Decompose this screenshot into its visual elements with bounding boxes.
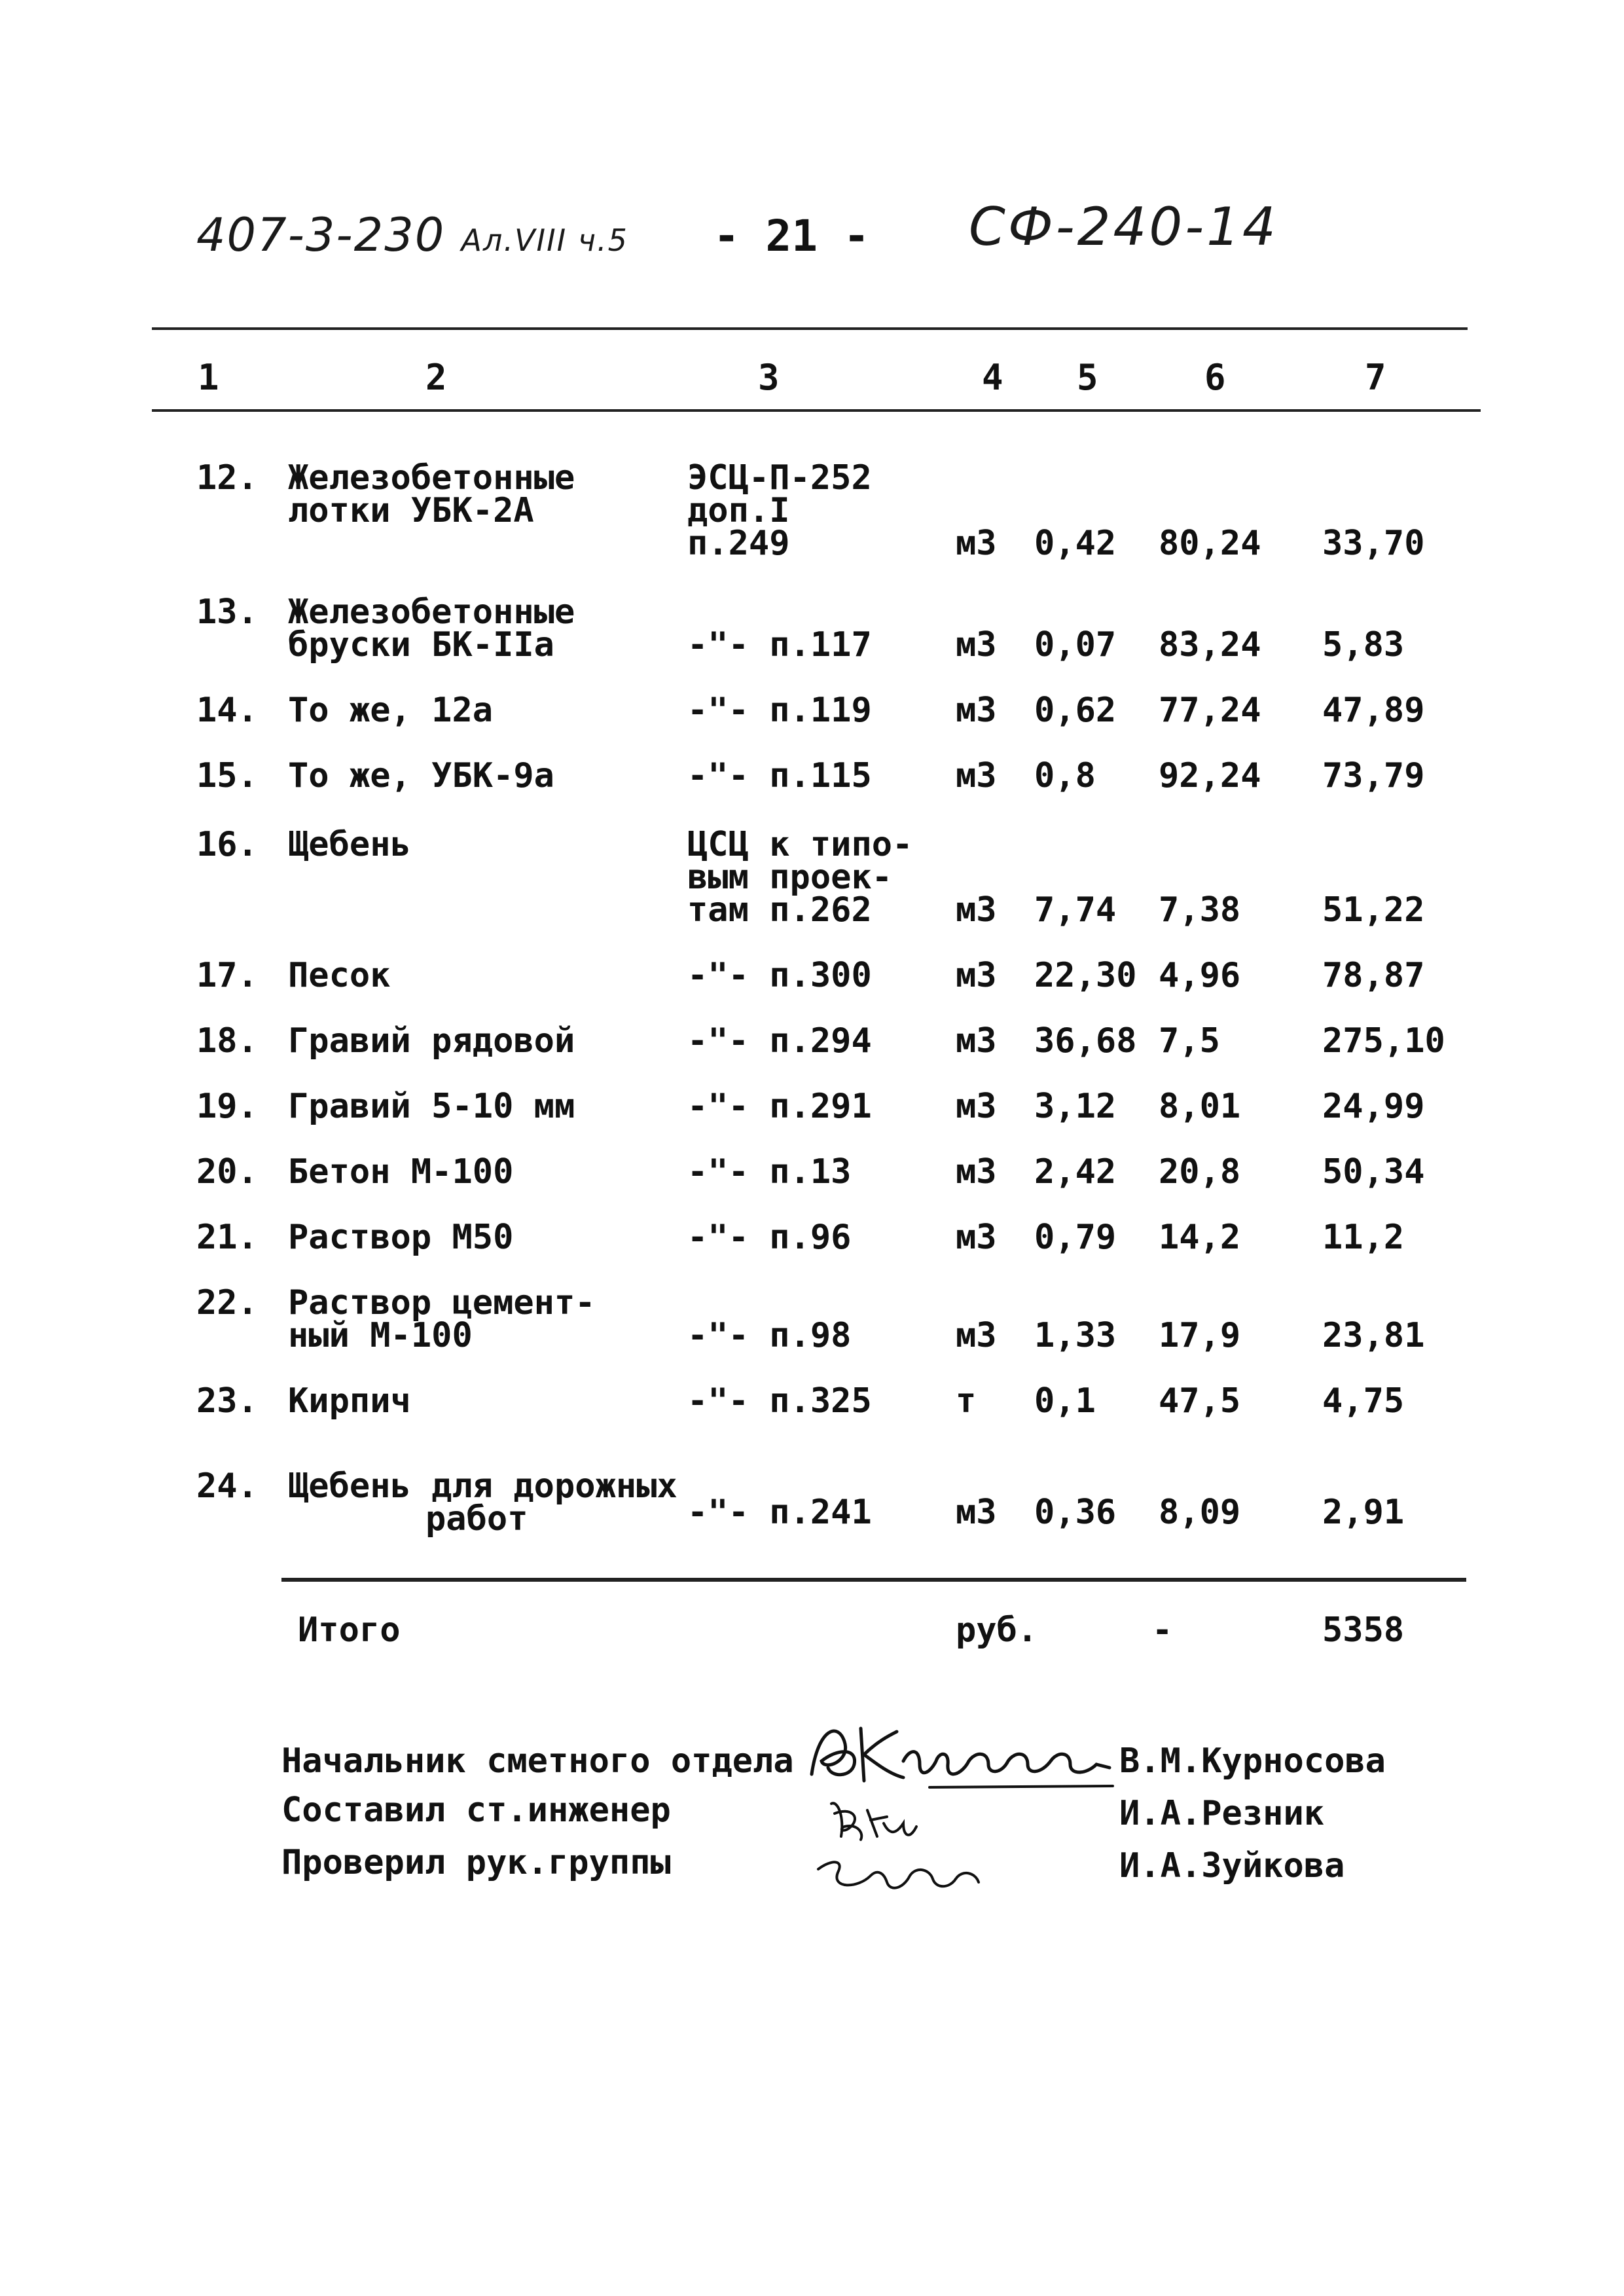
header-bottom-rule	[152, 409, 1481, 412]
row-13-num: 13.	[196, 592, 258, 632]
row-18-num: 18.	[196, 1021, 258, 1061]
row-20-total: 50,34	[1322, 1152, 1425, 1192]
document-code-main: 407-3-230	[196, 208, 446, 262]
row-21-total: 11,2	[1322, 1218, 1405, 1257]
row-21-ref: -"- п.96	[687, 1218, 852, 1257]
row-16-num: 16.	[196, 825, 258, 864]
row-17-num: 17.	[196, 956, 258, 995]
row-21-price: 14,2	[1159, 1218, 1241, 1257]
row-20-qty: 2,42	[1034, 1152, 1117, 1192]
row-16-ref-3: там п.262	[687, 890, 872, 930]
document-code	[196, 208, 628, 262]
row-15-num: 15.	[196, 756, 258, 795]
col-header-3: 3	[758, 357, 780, 398]
total-unit: руб.	[956, 1611, 1038, 1650]
row-16-name: Щебень	[288, 825, 411, 864]
col-header-2: 2	[425, 357, 447, 398]
row-24-ref: -"- п.241	[687, 1493, 872, 1532]
row-12-num: 12.	[196, 458, 258, 498]
row-12-ref-1: ЭСЦ-П-252	[687, 458, 872, 498]
row-19-qty: 3,12	[1034, 1087, 1117, 1126]
row-15-name: То же, УБК-9а	[288, 756, 554, 795]
row-21-qty: 0,79	[1034, 1218, 1117, 1257]
row-14-name: То же, 12а	[288, 691, 494, 730]
row-23-price: 47,5	[1159, 1381, 1241, 1421]
row-22-price: 17,9	[1159, 1316, 1241, 1355]
row-13-total: 5,83	[1322, 625, 1405, 665]
row-12-unit: м3	[956, 524, 997, 563]
row-14-price: 77,24	[1159, 691, 1261, 730]
row-20-price: 20,8	[1159, 1152, 1241, 1192]
row-22-qty: 1,33	[1034, 1316, 1117, 1355]
signature-role-3: Проверил рук.группы	[281, 1843, 671, 1882]
row-13-price: 83,24	[1159, 625, 1261, 665]
row-14-qty: 0,62	[1034, 691, 1117, 730]
row-16-ref-2: вым проек-	[687, 858, 893, 897]
row-19-unit: м3	[956, 1087, 997, 1126]
row-12-ref-3: п.249	[687, 524, 790, 563]
row-23-total: 4,75	[1322, 1381, 1405, 1421]
row-20-num: 20.	[196, 1152, 258, 1192]
row-17-price: 4,96	[1159, 956, 1241, 995]
row-22-total: 23,81	[1322, 1316, 1425, 1355]
row-18-unit: м3	[956, 1021, 997, 1061]
row-12-name-2: лотки УБК-2А	[288, 491, 534, 530]
row-15-total: 73,79	[1322, 756, 1425, 795]
row-18-price: 7,5	[1159, 1021, 1220, 1061]
row-14-total: 47,89	[1322, 691, 1425, 730]
row-17-unit: м3	[956, 956, 997, 995]
row-17-name: Песок	[288, 956, 391, 995]
col-header-6: 6	[1204, 357, 1226, 398]
row-22-unit: м3	[956, 1316, 997, 1355]
row-24-total: 2,91	[1322, 1493, 1405, 1532]
signature-name-1: В.М.Курносова	[1119, 1741, 1386, 1781]
row-22-name-1: Раствор цемент-	[288, 1283, 596, 1322]
row-15-ref: -"- п.115	[687, 756, 872, 795]
row-13-qty: 0,07	[1034, 625, 1117, 665]
row-22-name-2: ный М-100	[288, 1316, 473, 1355]
signature-reznik-image	[805, 1797, 1001, 1908]
row-12-ref-2: доп.I	[687, 491, 790, 530]
col-header-5: 5	[1077, 357, 1098, 398]
row-15-unit: м3	[956, 756, 997, 795]
row-16-ref-1: ЦСЦ к типо-	[687, 825, 913, 864]
row-19-price: 8,01	[1159, 1087, 1241, 1126]
row-13-name-1: Железобетонные	[288, 592, 575, 632]
row-24-unit: м3	[956, 1493, 997, 1532]
row-12-name-1: Железобетонные	[288, 458, 575, 498]
row-18-ref: -"- п.294	[687, 1021, 872, 1061]
row-13-ref: -"- п.117	[687, 625, 872, 665]
row-22-ref: -"- п.98	[687, 1316, 852, 1355]
row-24-name-2: работ	[425, 1499, 528, 1539]
signature-name-3: И.А.Зуйкова	[1119, 1846, 1345, 1886]
row-17-total: 78,87	[1322, 956, 1425, 995]
row-23-name: Кирпич	[288, 1381, 411, 1421]
row-19-name: Гравий 5-10 мм	[288, 1087, 575, 1126]
row-17-ref: -"- п.300	[687, 956, 872, 995]
total-value: 5358	[1322, 1611, 1405, 1650]
row-24-name-1: Щебень для дорожных	[288, 1467, 677, 1506]
col-header-4: 4	[982, 357, 1003, 398]
row-23-num: 23.	[196, 1381, 258, 1421]
row-16-price: 7,38	[1159, 890, 1241, 930]
row-24-num: 24.	[196, 1467, 258, 1506]
row-12-total: 33,70	[1322, 524, 1425, 563]
row-24-qty: 0,36	[1034, 1493, 1117, 1532]
row-21-num: 21.	[196, 1218, 258, 1257]
row-22-num: 22.	[196, 1283, 258, 1322]
row-24-price: 8,09	[1159, 1493, 1241, 1532]
row-14-ref: -"- п.119	[687, 691, 872, 730]
row-19-num: 19.	[196, 1087, 258, 1126]
row-21-name: Раствор М50	[288, 1218, 514, 1257]
row-13-unit: м3	[956, 625, 997, 665]
row-23-unit: т	[956, 1381, 977, 1421]
page-number: - 21 -	[713, 211, 870, 261]
row-20-ref: -"- п.13	[687, 1152, 852, 1192]
total-dash: -	[1152, 1611, 1173, 1650]
row-16-qty: 7,74	[1034, 890, 1117, 930]
row-19-ref: -"- п.291	[687, 1087, 872, 1126]
row-12-price: 80,24	[1159, 524, 1261, 563]
col-header-7: 7	[1365, 357, 1386, 398]
col-header-1: 1	[198, 357, 219, 398]
row-18-qty: 36,68	[1034, 1021, 1137, 1061]
row-21-unit: м3	[956, 1218, 997, 1257]
doc-code: СФ-240-14	[969, 196, 1278, 257]
document-code-suffix: Ал.VIII ч.5	[461, 223, 628, 258]
row-19-total: 24,99	[1322, 1087, 1425, 1126]
signature-role-2: Составил ст.инженер	[281, 1791, 671, 1830]
signature-name-2: И.А.Резник	[1119, 1794, 1325, 1833]
row-12-qty: 0,42	[1034, 524, 1117, 563]
row-23-qty: 0,1	[1034, 1381, 1096, 1421]
row-16-unit: м3	[956, 890, 997, 930]
row-18-total: 275,10	[1322, 1021, 1445, 1061]
row-14-num: 14.	[196, 691, 258, 730]
row-20-unit: м3	[956, 1152, 997, 1192]
total-label: Итого	[298, 1611, 401, 1650]
signature-role-1: Начальник сметного отдела	[281, 1741, 794, 1781]
row-14-unit: м3	[956, 691, 997, 730]
row-23-ref: -"- п.325	[687, 1381, 872, 1421]
row-15-qty: 0,8	[1034, 756, 1096, 795]
row-17-qty: 22,30	[1034, 956, 1137, 995]
row-18-name: Гравий рядовой	[288, 1021, 575, 1061]
signature-kurnosova-image	[799, 1702, 1126, 1800]
row-20-name: Бетон М-100	[288, 1152, 514, 1192]
row-15-price: 92,24	[1159, 756, 1261, 795]
row-13-name-2: бруски БК-IIа	[288, 625, 554, 665]
table-top-rule	[152, 327, 1468, 330]
row-16-total: 51,22	[1322, 890, 1425, 930]
total-rule	[281, 1578, 1466, 1582]
